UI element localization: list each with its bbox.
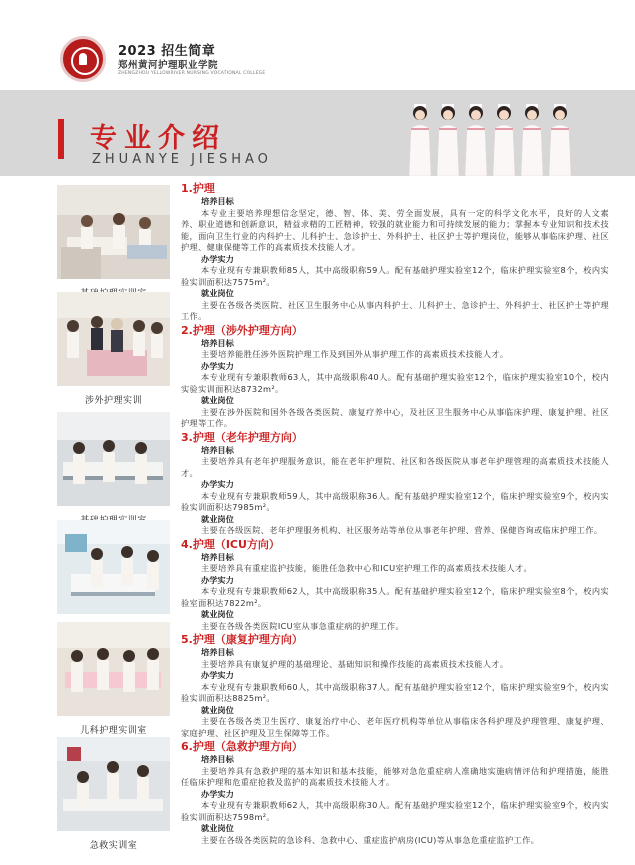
major-section — [181, 181, 609, 323]
block-text: 本专业现有专兼职教师59人，其中高级职称36人。配有基础护理实验室12个，临床护理实验室9个，校内实验实训面积达7985m²。 — [181, 490, 609, 512]
lab-photo-image — [57, 292, 170, 386]
nurses-group-photo — [408, 98, 576, 176]
block-text: 主要培养具有急救护理的基本知识和基本技能，能够对急危重症病人准确地实施病情评估和护理措施，能胜任临床护理和危重症抢救及监护的高素质技术技能人才。 — [181, 765, 609, 787]
block-label: 培养目标 — [201, 196, 234, 206]
major-section — [181, 632, 609, 739]
block-label: 办学实力 — [201, 670, 234, 680]
major-heading: 6.护理（急救护理方向） — [181, 740, 303, 753]
photo-pediatric-nursing-lab — [57, 622, 170, 736]
block-text: 本专业现有专兼职教师63人，其中高级职称40人。配有基础护理实验室12个，临床护理实验室10个，校内实验实训面积达8732m²。 — [181, 372, 609, 394]
block-text: 本专业现有专兼职教师85人，其中高级职称59人。配有基础护理实验室12个，临床护理实验室8个，校内实验实训面积达7575m²。 — [181, 265, 609, 287]
brochure-title: 2023 招生简章 — [118, 44, 216, 59]
photo-first-aid-lab — [57, 737, 170, 851]
nurse-figure — [549, 104, 571, 176]
lab-photo-image — [57, 412, 170, 506]
block-label: 就业岗位 — [201, 395, 234, 405]
block-text: 本专业主要培养理想信念坚定，德、智、体、美、劳全面发展，具有一定的科学文化水平，良好的人文素养、职业道德和创新意识，精益求精的工匠精神，较强的就业能力和可持续发展的能力；掌握本专业知识和技术技能，面向卫生行业的内科护士、儿科护士、急诊护士、外科护士、社区护士等护理岗位，能够从事临床护理、社区护理、健康保健等工作的高素质技术技能人才。 — [181, 207, 609, 252]
page-header — [0, 0, 635, 88]
major-heading: 3.护理（老年护理方向） — [181, 430, 303, 444]
nurse-figure — [465, 104, 487, 176]
block-text: 主要在各级各类医院ICU室从事急重症病的护理工作。 — [201, 620, 404, 631]
school-name-en: ZHENGZHOU YELLOWRIVER NURSING VOCATIONAL COLLEGE — [118, 71, 266, 76]
block-text: 本专业现有专兼职教师62人，其中高级职称35人。配有基础护理实验室12个，临床护理实验室8个，校内实验室面积达7822m²。 — [181, 586, 609, 608]
major-heading: 5.护理（康复护理方向） — [181, 633, 303, 646]
major-section — [181, 323, 609, 430]
block-label: 就业岗位 — [201, 704, 234, 715]
lab-photo-image — [57, 622, 170, 716]
banner-subtitle: ZHUANYE JIESHAO — [92, 152, 272, 167]
block-label: 培养目标 — [201, 444, 234, 455]
block-text: 主要培养具有重症监护技能，能胜任急救中心和ICU室护理工作的高素质技术技能人才。 — [201, 563, 533, 573]
banner-title: 专业介绍 — [90, 123, 226, 154]
nurse-figure — [493, 104, 515, 176]
block-text: 主要在各级医院、老年护理服务机构、社区服务站等单位从事老年护理、营养、保健咨询或临床护理工作。 — [201, 525, 603, 535]
nurse-figure — [437, 104, 459, 176]
block-label: 办学实力 — [201, 360, 234, 371]
block-text: 本专业现有专兼职教师62人，其中高级职称30人。配有基础护理实验室12个，临床护理实验室9个，校内实验实训面积达7598m²。 — [181, 800, 609, 822]
banner-accent-bar — [58, 119, 64, 159]
block-label: 办学实力 — [201, 479, 234, 489]
block-label: 培养目标 — [201, 754, 234, 764]
photo-icu-ward — [57, 520, 170, 634]
block-text: 主要在涉外医院和国外各级各类医院、康复疗养中心，及社区卫生服务中心从事临床护理、康复护理、社区护理等工作。 — [181, 406, 609, 428]
lab-photo-image — [57, 185, 170, 279]
school-name: 郑州黄河护理职业学院 — [118, 60, 219, 71]
block-label: 办学实力 — [201, 788, 234, 799]
major-intro-content — [181, 181, 609, 846]
block-text: 主要在各级各类卫生医疗、康复治疗中心、老年医疗机构等单位从事临床各科护理及护理管理、康复护理、家庭护理、社区护理及卫生保障等工作。 — [181, 716, 609, 738]
block-label: 培养目标 — [201, 647, 234, 657]
block-text: 本专业现有专兼职教师60人，其中高级职称37人。配有基础护理实验室12个，临床护理实验室9个，校内实验实训面积达8825m²。 — [181, 681, 609, 703]
block-label: 办学实力 — [201, 253, 234, 264]
block-text: 主要培养具有老年护理服务意识，能在老年护理院、社区和各级医院从事老年护理管理的高素质技术技能人才。 — [181, 456, 609, 478]
school-logo-icon — [60, 36, 106, 82]
block-label: 就业岗位 — [201, 609, 234, 619]
lab-photo-image — [57, 737, 170, 831]
nurse-figure — [521, 104, 543, 176]
photo-caption: 急救实训室 — [89, 841, 138, 851]
photo-basic-nursing-lab-2 — [57, 412, 170, 526]
block-label: 就业岗位 — [201, 513, 234, 524]
lab-photo-image — [57, 520, 170, 614]
photo-caption: 涉外护理实训 — [84, 396, 142, 406]
photo-basic-nursing-lab-1 — [57, 185, 170, 299]
block-text: 主要在各级各类医院、社区卫生服务中心从事内科护士、儿科护士、急诊护士、外科护士、社区护士等护理工作。 — [181, 299, 609, 321]
major-section — [181, 739, 609, 846]
block-label: 办学实力 — [201, 574, 234, 585]
block-label: 培养目标 — [201, 337, 234, 348]
block-text: 主要在各级各类医院的急诊科、急救中心、重症监护病房(ICU)等从事急危重症监护工作。 — [201, 834, 540, 845]
nurse-figure — [409, 104, 431, 176]
block-text: 主要培养能胜任涉外医院护理工作及到国外从事护理工作的高素质技术技能人才。 — [201, 349, 509, 359]
photo-caption: 儿科护理实训室 — [80, 726, 147, 736]
photo-foreign-nursing — [57, 292, 170, 406]
major-heading: 1.护理 — [181, 182, 215, 195]
block-label: 就业岗位 — [201, 823, 234, 833]
major-heading: 2.护理（涉外护理方向） — [181, 323, 303, 337]
block-label: 就业岗位 — [201, 288, 234, 298]
block-label: 培养目标 — [201, 551, 234, 562]
block-text: 主要培养具有康复护理的基础理论、基础知识和操作技能的高素质技术技能人才。 — [201, 658, 509, 669]
major-heading: 4.护理（ICU方向） — [181, 537, 280, 551]
major-section — [181, 430, 609, 537]
major-section — [181, 537, 609, 633]
